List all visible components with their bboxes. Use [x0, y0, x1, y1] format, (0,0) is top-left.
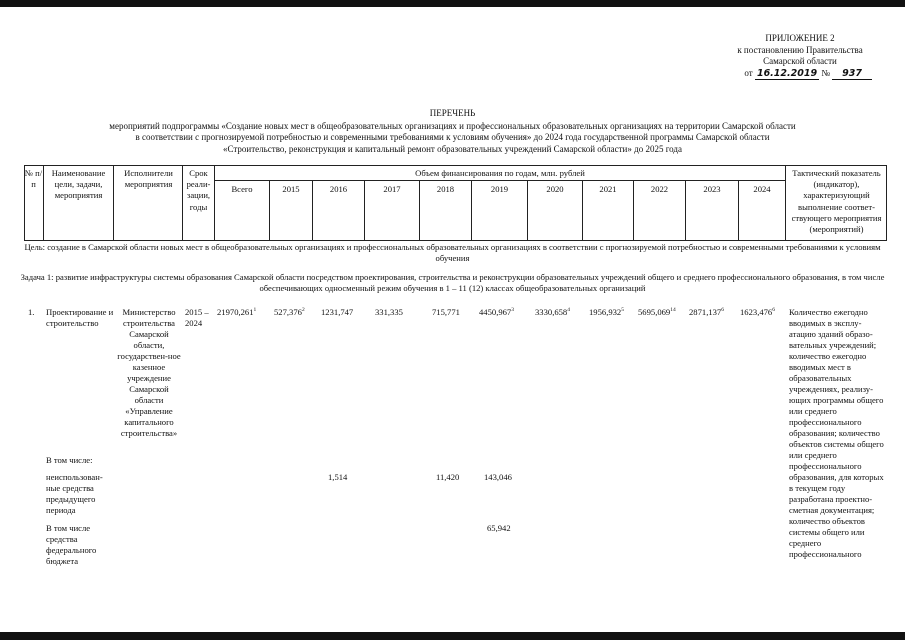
row1-2018: 715,771 — [432, 307, 460, 317]
row1-term: 2015 – 2024 — [185, 307, 209, 328]
title-line-2: в соответствии с прогнозируемой потребностью и современными требованиями к условиям обучения» до 2024 года государственной программы Самарской области — [135, 132, 770, 143]
title-line-1: мероприятий подпрограммы «Создание новых мест в общеобразовательных организациях и профессиональных образовательных организациях на территории Самарской области — [109, 121, 796, 131]
row1-2015-note: 2 — [301, 307, 305, 314]
row1-2015-value: 527,376 — [274, 307, 302, 317]
sub2-2018: 11,420 — [436, 472, 460, 482]
row1-num: 1. — [28, 307, 35, 317]
header-name: Наименование цели, задачи, мероприятия — [51, 168, 106, 201]
header-year-2015: 2015 — [282, 184, 300, 194]
row1-2023 — [689, 307, 739, 318]
top-scan-border — [0, 0, 905, 7]
header-year-2021: 2021 — [599, 184, 617, 194]
row1-2024-value: 1623,476 — [740, 307, 773, 317]
number-prefix: № — [821, 68, 830, 79]
sub2-2016: 1,514 — [328, 472, 348, 482]
task-text: Задача 1: развитие инфраструктуры системы образования Самарской области посредством проектирования, строительства и реконструкции образовательных учреждений общего и среднего профессионального образования, в том числе обеспечивающих односменный режим обучения в 1 – 11 (12) классах общеобразовательных организаций — [20, 272, 885, 294]
sub3-2019: 65,942 — [487, 523, 511, 533]
row1-2024-note: 6 — [772, 307, 775, 314]
row1-2022 — [638, 307, 690, 318]
header-total: Всего — [231, 184, 253, 194]
header-year-2016: 2016 — [329, 184, 348, 194]
row1-name: Проектирование и строительство — [46, 307, 114, 328]
row1-2021 — [589, 307, 637, 318]
row1-2020-note: 4 — [567, 307, 570, 314]
row1-2023-note: 6 — [721, 307, 724, 314]
row1-2019-note: 3 — [511, 307, 514, 314]
row1-2020 — [535, 307, 585, 318]
row1-2022-note: 14 — [670, 307, 676, 314]
row1-2016: 1231,747 — [321, 307, 354, 317]
bottom-scan-border — [0, 632, 905, 640]
appendix-line-2: к постановлению Правительства — [737, 44, 863, 55]
sub3-label: В том числе средства федерального бюджета — [46, 523, 97, 566]
appendix-line-1: ПРИЛОЖЕНИЕ 2 — [765, 33, 835, 43]
row1-total-value: 21970,261 — [217, 307, 254, 317]
header-year-2018: 2018 — [436, 184, 455, 194]
row1-2024 — [740, 307, 788, 318]
row1-2022-value: 5695,069 — [638, 307, 671, 317]
row1-2023-value: 2871,137 — [689, 307, 722, 317]
handwritten-date: 16.12.2019 — [756, 68, 818, 80]
row1-2017: 331,335 — [375, 307, 403, 317]
header-funding: Объем финансирования по годам, млн. рублей — [415, 168, 585, 178]
row1-2019 — [479, 307, 529, 318]
appendix-line-3: Самарской области — [763, 56, 837, 67]
header-year-2023: 2023 — [703, 184, 721, 194]
sub1-label: В том числе: — [46, 455, 93, 465]
sub2-label: неиспользован-ные средства предыдущего периода — [46, 472, 103, 515]
date-prefix: от — [744, 68, 753, 79]
header-indicator: Тактический показатель (индикатор), характеризующий выполнение соответ-ствующего мероприятия (мероприятий) — [791, 168, 882, 234]
header-term: Срок реали-зации, годы — [186, 168, 211, 212]
header-num: № п/п — [24, 168, 43, 190]
header-executors: Исполнители мероприятия — [124, 168, 173, 190]
sub2-2019: 143,046 — [484, 472, 512, 482]
row1-total-note: 1 — [253, 307, 257, 314]
document-title — [0, 121, 905, 155]
row1-2020-value: 3330,658 — [535, 307, 568, 317]
goal-text: Цель: создание в Самарской области новых мест в общеобразовательных организациях и профессиональных образовательных организациях в соответствии с прогнозируемой потребностью и современными требованиями к условиям обучения — [24, 242, 881, 264]
header-year-2024: 2024 — [753, 184, 771, 194]
row1-2021-note: 5 — [621, 307, 624, 314]
row1-indicator: Количество ежегодно вводимых в эксплу-атацию зданий образо-вательных учреждений; количество ежегодно вводимых мест в образовательных учреждениях, реализу-ющих программы общего или среднего профессионального образования; количество объектов системы общего или среднего профессионального образования, для которых в текущем году разработана проектно-сметная документация; количество объектов системы общего или среднего профессионального — [789, 307, 884, 559]
document-heading: ПЕРЕЧЕНЬ — [429, 108, 476, 118]
header-year-2022: 2022 — [650, 184, 669, 194]
header-year-2020: 2020 — [546, 184, 564, 194]
appendix-date-line — [700, 68, 900, 80]
row1-2021-value: 1956,932 — [589, 307, 622, 317]
appendix-block — [700, 33, 900, 80]
title-line-3: «Строительство, реконструкция и капитальный ремонт образовательных учреждений Самарской области» до 2025 года — [223, 143, 682, 154]
header-year-2017: 2017 — [383, 184, 401, 194]
header-year-2019: 2019 — [490, 184, 509, 194]
row1-2015 — [274, 307, 314, 318]
row1-total — [217, 307, 271, 318]
row1-2019-value: 4450,967 — [479, 307, 512, 317]
handwritten-number: 937 — [832, 68, 872, 80]
row1-executor: Министерство строительства Самарской области, государствен-ное казенное учреждение Самарской области «Управление капитального строительства» — [117, 307, 181, 438]
